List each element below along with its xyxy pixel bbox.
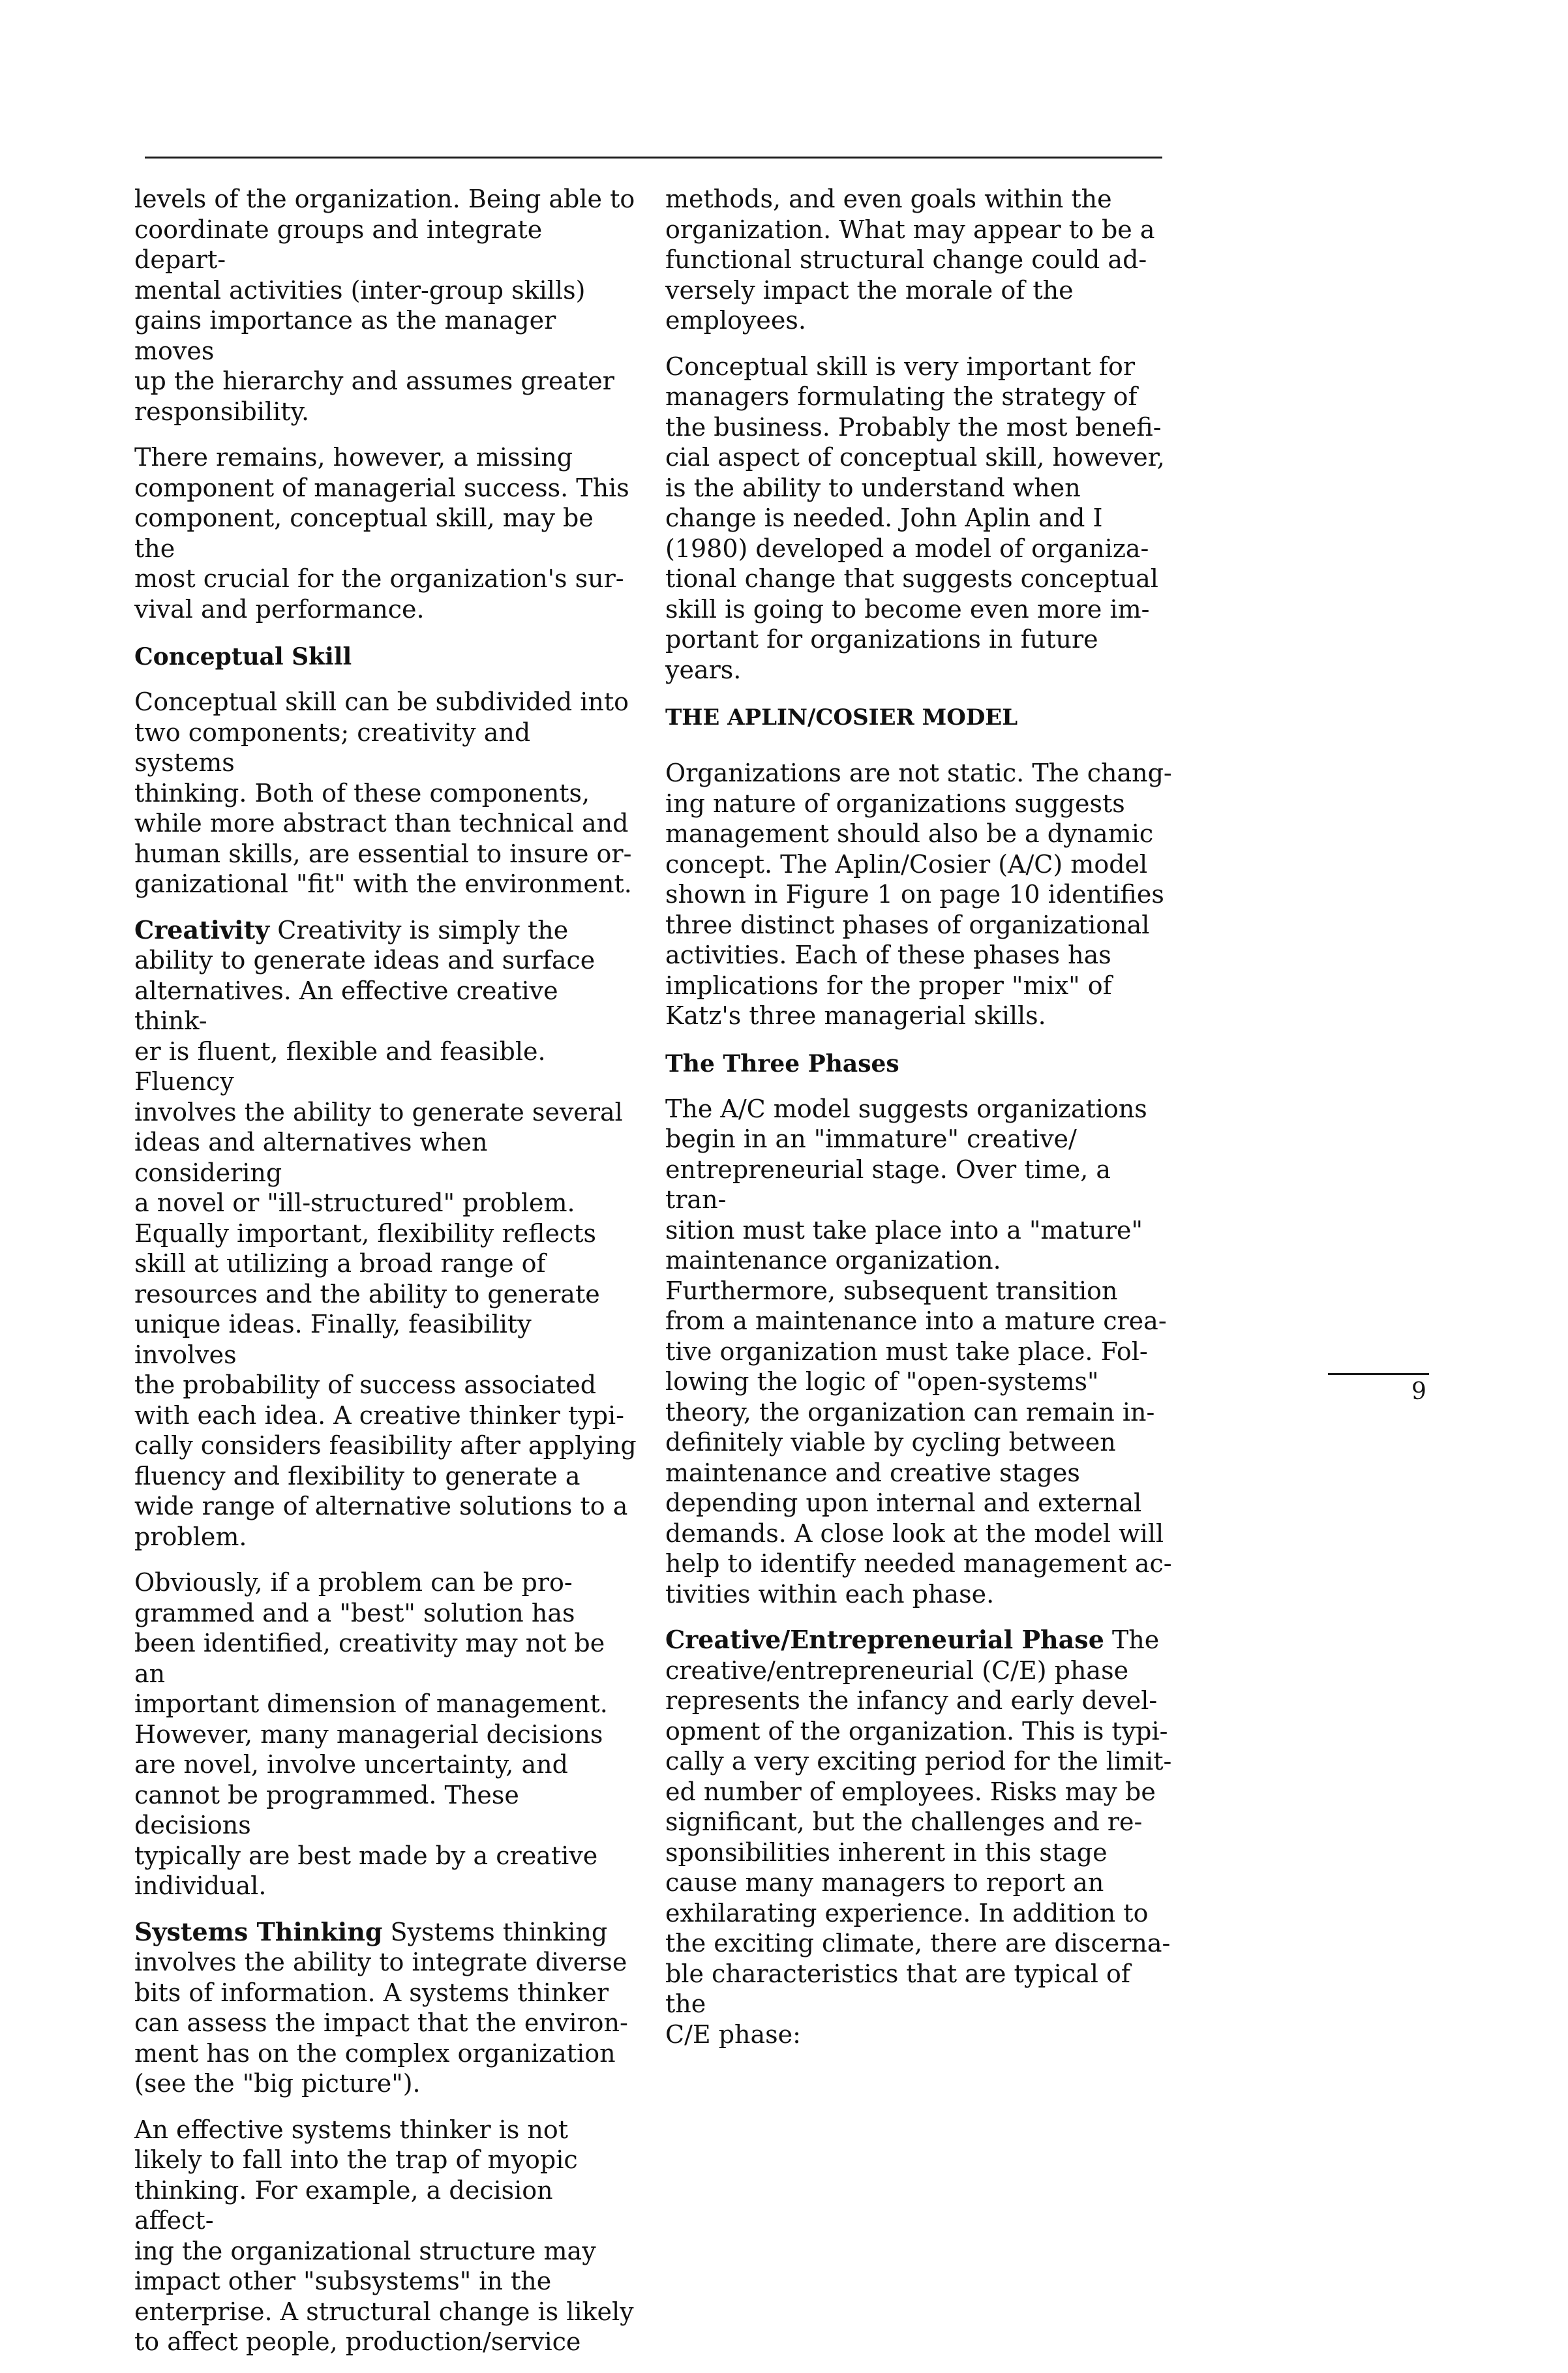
section-heading-conceptual-skill: Conceptual Skill: [134, 643, 352, 671]
run-in-heading-creativity: Creativity: [134, 914, 270, 945]
paragraph: levels of the organization. Being able to coordinate groups and integrate depart- mental activities (inter-group skills) gains importance as the manager moves up the hierarchy and assumes greater responsibility.: [134, 185, 635, 426]
left-column: [134, 184, 637, 2373]
paragraph: Conceptual skill can be subdivided into two components; creativity and systems thinking. Both of these components, while more abstract than technical and human skills, are essential to insure or- ganizational "fit" with the environment.: [134, 688, 632, 898]
header-rule: [145, 157, 1162, 159]
paragraph-creativity: [134, 915, 637, 1552]
run-in-heading-creative-entrepreneurial: Creative/Entrepreneurial Phase: [665, 1625, 1104, 1654]
paragraph: Obviously, if a problem can be pro- grammed and a "best" solution has been identified, creativity may not be an important dimension of management. However, many managerial decisions are novel, involve uncertainty, and cannot be programmed. These decisions typically are best made by a creative individual.: [134, 1568, 608, 1900]
paragraph: There remains, however, a missing component of managerial success. This component, conceptual skill, may be the most crucial for the organization's sur- vival and performance.: [134, 443, 629, 624]
paragraph-text: Creativity is simply the ability to generate ideas and surface alternatives. An effective creative think- er is fluent, flexible and feasible. Fluency involves the ability to generate several ideas and alternatives when considering a novel or "ill-structured" problem. Equally important, flexibility reflects skill at utilizing a broad range of resources and the ability to generate unique ideas. Finally, feasibility involves the probability of success associated with each idea. A creative thinker typi- cally considers feasibility after applying fluency and flexibility to generate a wide range of alternative solutions to a problem.: [134, 915, 637, 1551]
section-heading-three-phases: The Three Phases: [665, 1050, 899, 1078]
paragraph-systems-thinking: [134, 1917, 637, 2099]
paragraph-text: The creative/entrepreneurial (C/E) phase represents the infancy and early devel- opment of the organization. This is typi- cally a very exciting period for the limit- ed number of employees. Risks may be significant, but the challenges and re- sponsibilities inherent in this stage cause many managers to report an exhilarating experience. In addition to the exciting climate, there are discerna- ble characteristics that are typical of the C/E phase:: [665, 1625, 1172, 2049]
paragraph: The A/C model suggests organizations begin in an "immature" creative/ entrepreneurial stage. Over time, a tran- sition must take place into a "mature" maintenance organization. Furthermore, subsequent transition from a maintenance into a mature crea- tive organization must take place. Fol- lowing the logic of "open-systems" theory, the organization can remain in- definitely viable by cycling between maintenance and creative stages depending upon internal and external demands. A close look at the model will help to identify needed management ac- tivities within each phase.: [665, 1094, 1172, 1609]
right-column: [665, 184, 1174, 2065]
paragraph: Conceptual skill is very important for managers formulating the strategy of the business. Probably the most benefi- cial aspect of conceptual skill, however, is the ability to understand when change is needed. John Aplin and I (1980) developed a model of organiza- tional change that suggests conceptual skill is going to become even more im- portant for organizations in future years.: [665, 352, 1165, 684]
page-number-rule: [1328, 1373, 1429, 1375]
paragraph: methods, and even goals within the organization. What may appear to be a functional structural change could ad- versely impact the morale of the employees.: [665, 185, 1155, 335]
paragraph-text: Systems thinking involves the ability to integrate diverse bits of information. A systems thinker can assess the impact that the environ- ment has on the complex organization (see the "big picture").: [134, 1917, 628, 2098]
section-heading-aplin-cosier-model: THE APLIN/COSIER MODEL: [665, 704, 1018, 731]
paragraph: Organizations are not static. The chang- ing nature of organizations suggests management should also be a dynamic concept. The Aplin/Cosier (A/C) model shown in Figure 1 on page 10 identifies three distinct phases of organizational activities. Each of these phases has implications for the proper "mix" of Katz's three managerial skills.: [665, 759, 1172, 1030]
paragraph: An effective systems thinker is not likely to fall into the trap of myopic thinking. For example, a decision affect- ing the organizational structure may impact other "subsystems" in the enterprise. A structural change is likely to affect people, production/service: [134, 2115, 634, 2356]
run-in-heading-systems-thinking: Systems Thinking: [134, 1916, 383, 1946]
page-number: 9: [1411, 1378, 1426, 1405]
paragraph-creative-entrepreneurial: [665, 1625, 1174, 2049]
